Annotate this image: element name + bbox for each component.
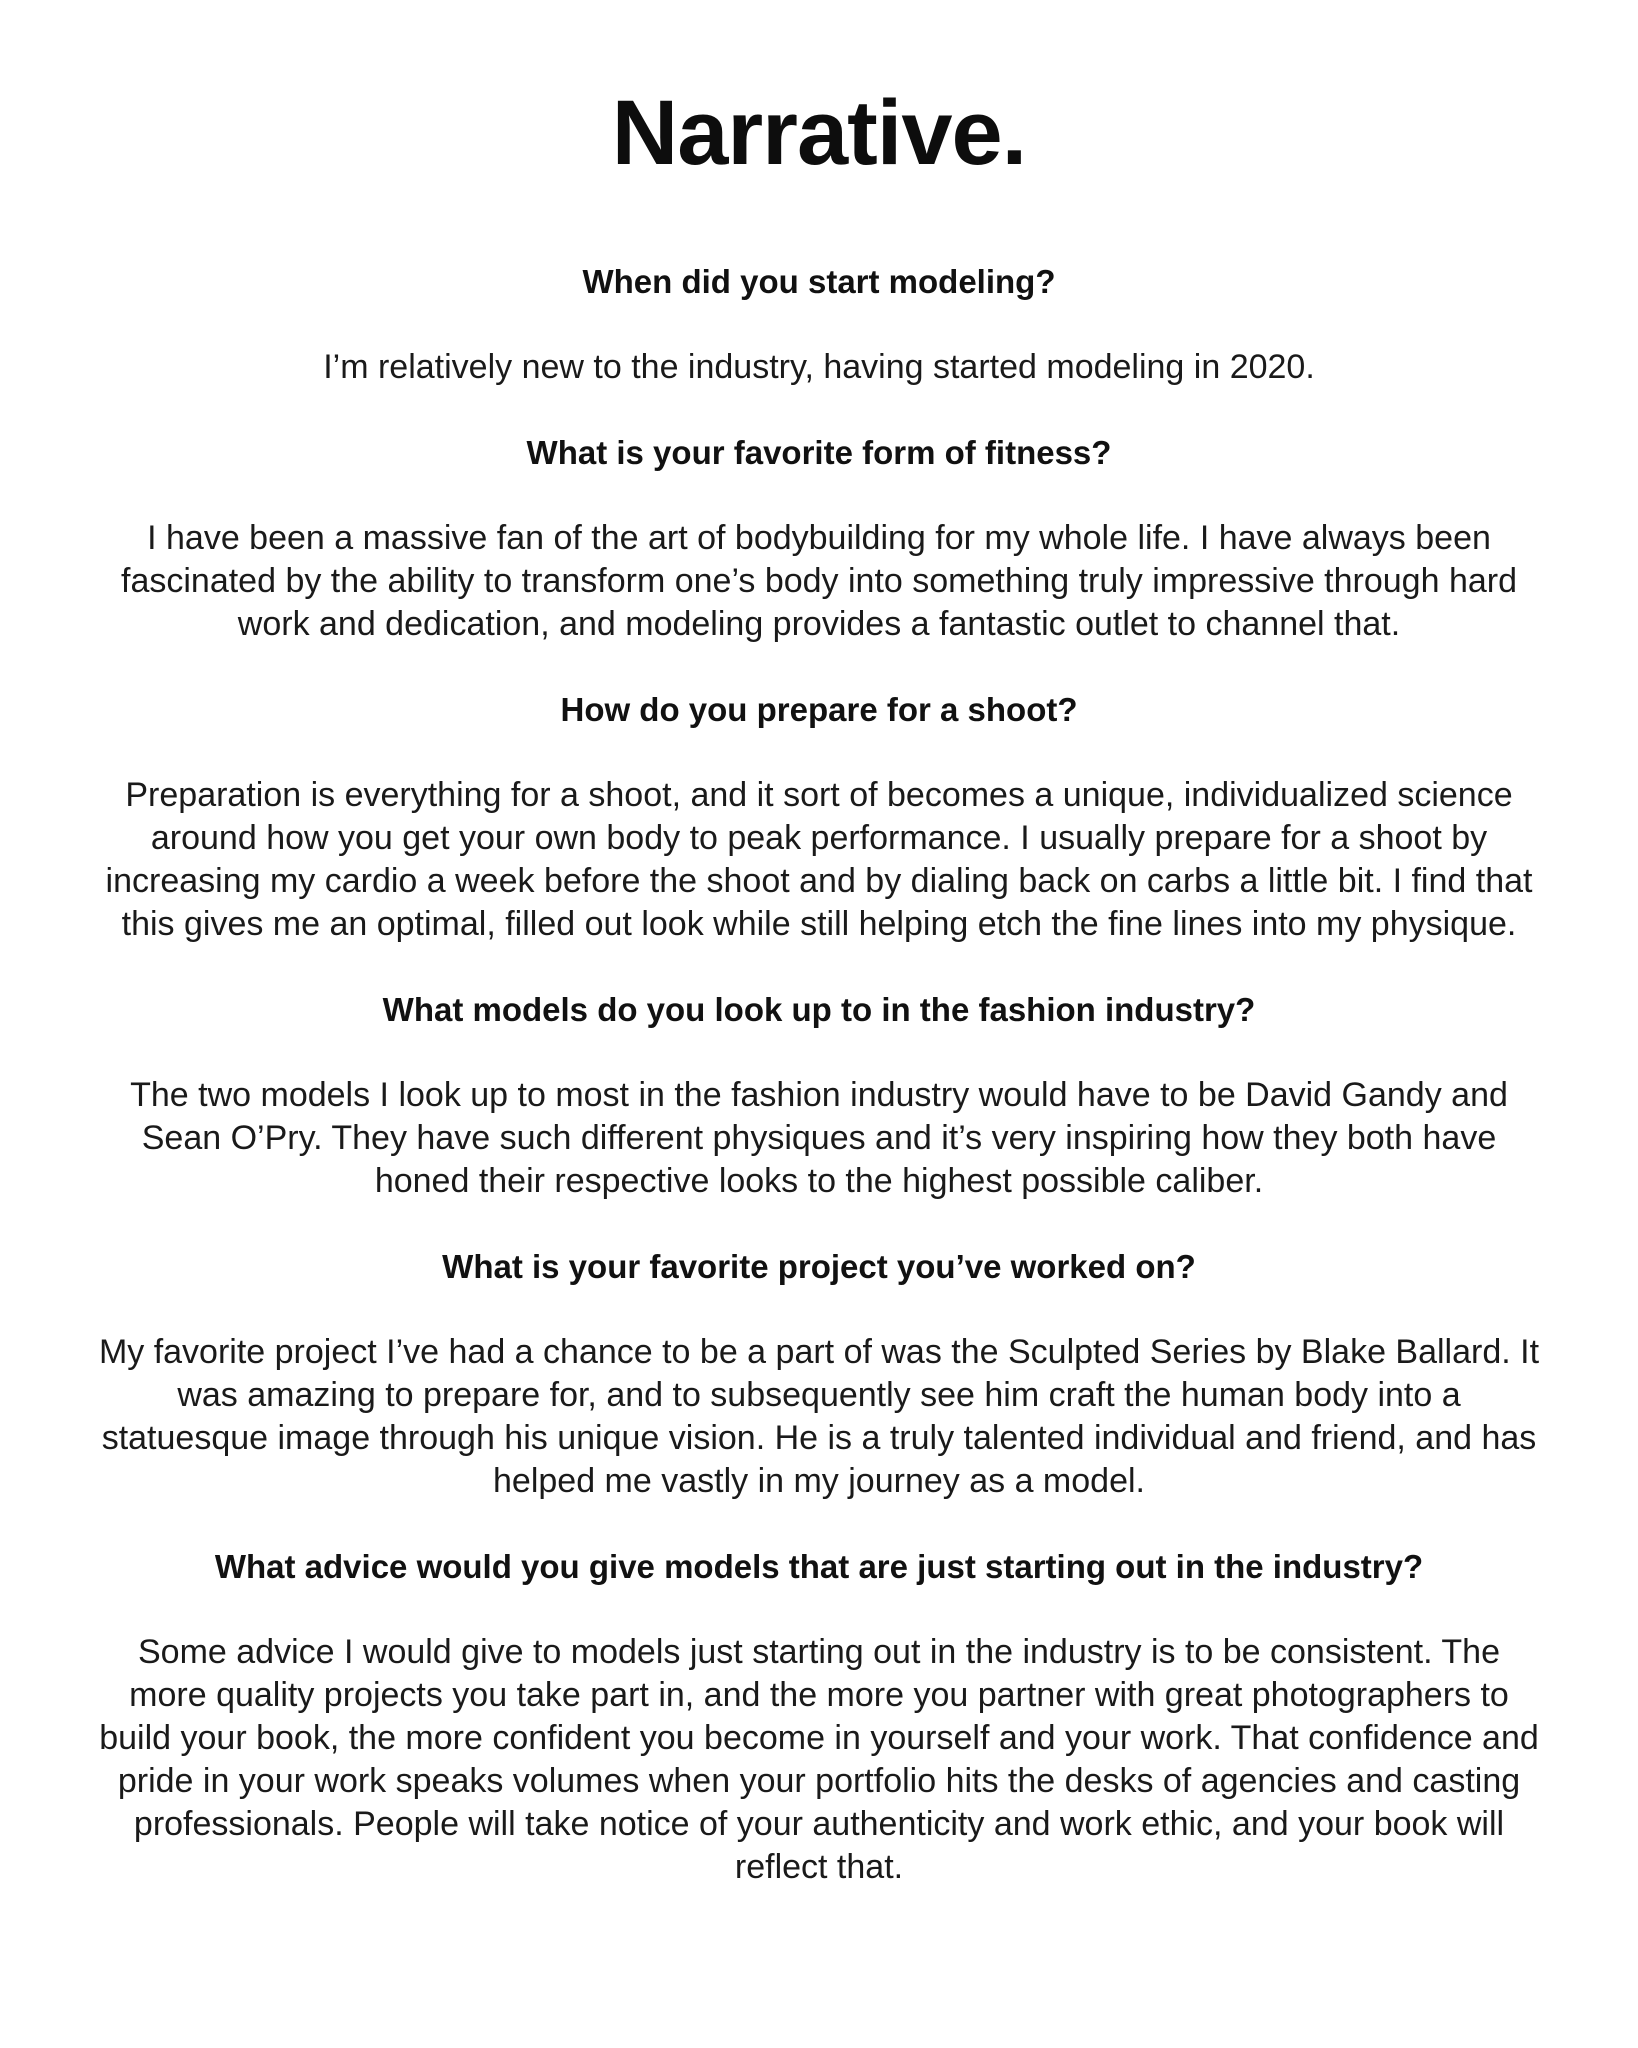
answer: I’m relatively new to the industry, having started modeling in 2020.: [323, 348, 1315, 386]
page-title: Narrative.: [611, 82, 1027, 184]
answer: My favorite project I’ve had a chance to be a part of was the Sculpted Series by Blake Ballard. It was amazing to prepare for, and to subsequently see him craft the human body into a statuesque image through his unique vision. He is a truly talented individual and friend, and has helped me vastly in my journey as a model.: [98, 1333, 1540, 1500]
qa-item-start-modeling: [90, 260, 1548, 389]
question: What is your favorite form of fitness?: [526, 434, 1112, 471]
qa-item-favorite-project: [90, 1245, 1548, 1503]
question: How do you prepare for a shoot?: [560, 691, 1078, 728]
answer: The two models I look up to most in the fashion industry would have to be David Gandy and Sean O’Pry. They have such different physiques and it’s very inspiring how they both have honed their respective looks to the highest possible caliber.: [130, 1076, 1508, 1200]
answer: Preparation is everything for a shoot, and it sort of becomes a unique, individualized science around how you get your own body to peak performance. I usually prepare for a shoot by increasing my cardio a week before the shoot and by dialing back on carbs a little bit. I find that this gives me an optimal, filled out look while still helping etch the fine lines into my physique.: [105, 776, 1533, 943]
question: What advice would you give models that are just starting out in the industry?: [214, 1548, 1424, 1585]
question: When did you start modeling?: [582, 263, 1056, 300]
question: What models do you look up to in the fashion industry?: [382, 991, 1256, 1028]
qa-item-role-models: [90, 988, 1548, 1203]
qa-item-favorite-fitness: [90, 431, 1548, 646]
answer: I have been a massive fan of the art of bodybuilding for my whole life. I have always been fascinated by the ability to transform one’s body into something truly impressive through hard work and dedication, and modeling provides a fantastic outlet to channel that.: [121, 519, 1517, 643]
qa-item-shoot-preparation: [90, 688, 1548, 946]
qa-item-advice: [90, 1545, 1548, 1889]
answer: Some advice I would give to models just starting out in the industry is to be consistent. The more quality projects you take part in, and the more you partner with great photographers to build your book, the more confident you become in yourself and your work. That confidence and pride in your work speaks volumes when your portfolio hits the desks of agencies and casting professionals. People will take notice of your authenticity and work ethic, and your book will reflect that.: [99, 1633, 1539, 1886]
question: What is your favorite project you’ve worked on?: [442, 1248, 1196, 1285]
